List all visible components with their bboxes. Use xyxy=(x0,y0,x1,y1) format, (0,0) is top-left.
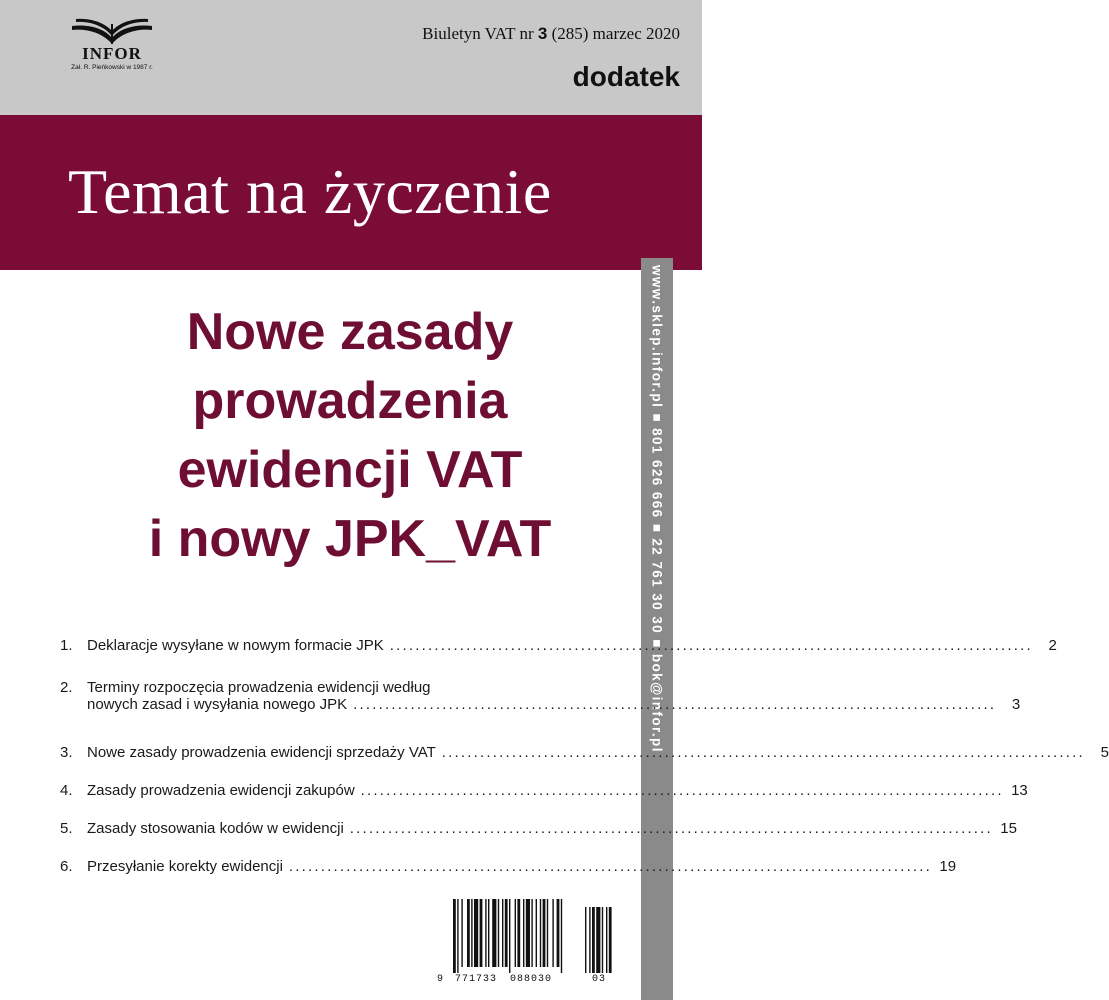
barcode-bar xyxy=(536,899,537,967)
barcode-bar xyxy=(523,899,524,967)
toc-number: 3. xyxy=(60,744,73,761)
barcode-bar xyxy=(543,899,546,967)
toc-page: 3 xyxy=(1011,696,1021,713)
issue-number: 3 xyxy=(537,24,548,43)
toc-item xyxy=(60,782,1028,820)
barcode-addon-bar xyxy=(592,907,595,973)
toc-title: Terminy rozpoczęcia prowadzenia ewidencji według xyxy=(87,679,431,696)
barcode-bar xyxy=(498,899,499,967)
barcode-bar xyxy=(505,899,508,967)
barcode-bar xyxy=(531,899,532,967)
issue-info xyxy=(422,24,680,44)
toc-number: 4. xyxy=(60,782,73,799)
toc-leader: ..................................................................................................... xyxy=(441,744,1085,761)
barcode-bar xyxy=(561,899,562,973)
logo-wordmark: INFOR xyxy=(82,44,142,63)
barcode-bar xyxy=(457,899,458,973)
toc-page: 2 xyxy=(1048,637,1057,654)
barcode-group-1: 771733 xyxy=(455,974,498,985)
supplement-label: dodatek xyxy=(572,61,680,92)
toc-leader: ..................................................................................................... xyxy=(389,637,1033,654)
barcode-addon: 03 xyxy=(592,974,607,985)
barcode-group-2: 088030 xyxy=(510,974,553,985)
toc-page: 5 xyxy=(1100,744,1109,761)
toc-leader: ..................................................................................................... xyxy=(353,696,997,713)
barcode-bar xyxy=(557,899,560,967)
toc-item xyxy=(60,679,1021,744)
toc-title-continued: nowych zasad i wysyłania nowego JPK xyxy=(87,696,348,713)
contact-text: www.sklep.infor.pl ■ 801 626 666 ■ 22 761 30 30 ■ bok@infor.pl xyxy=(649,265,665,753)
barcode-bar xyxy=(488,899,489,967)
toc-number: 6. xyxy=(60,858,73,875)
barcode-bar xyxy=(509,899,510,973)
toc-title: Zasady stosowania kodów w ewidencji xyxy=(87,820,344,837)
headline-line: Nowe zasady xyxy=(186,303,514,361)
toc-number: 1. xyxy=(60,637,73,654)
toc-item xyxy=(60,744,1109,782)
barcode-bar xyxy=(461,899,462,967)
barcode-bar xyxy=(485,899,486,967)
barcode-bar xyxy=(526,899,530,967)
barcode-addon-bar xyxy=(585,907,586,973)
headline-line: prowadzenia xyxy=(192,372,508,430)
toc-title: Zasady prowadzenia ewidencji zakupów xyxy=(87,782,355,799)
barcode-bar xyxy=(540,899,541,967)
toc-page: 15 xyxy=(1000,820,1017,837)
toc-title: Nowe zasady prowadzenia ewidencji sprzedaży VAT xyxy=(87,744,436,761)
barcode-addon-bar xyxy=(602,907,603,973)
headline-line: i nowy JPK_VAT xyxy=(148,510,552,568)
bulletin-prefix: Biuletyn VAT nr xyxy=(422,24,534,43)
barcode-bar xyxy=(517,899,520,967)
toc-title: Deklaracje wysyłane w nowym formacie JPK xyxy=(87,637,384,654)
book-emblem-icon xyxy=(70,18,154,46)
barcode-bar xyxy=(467,899,470,967)
barcode-bar xyxy=(547,899,548,967)
barcode-addon-bar xyxy=(596,907,600,973)
barcode-bar xyxy=(480,899,483,967)
toc-leader: ..................................................................................................... xyxy=(288,858,933,875)
publisher-logo xyxy=(52,18,172,78)
barcode-bar xyxy=(453,899,456,973)
barcode-bar xyxy=(492,899,496,967)
banner-title: Temat na życzenie xyxy=(68,156,552,227)
main-headline xyxy=(60,298,640,574)
barcode-bar xyxy=(502,899,503,967)
toc-leader: ..................................................................................................... xyxy=(360,782,1004,799)
logo-subtitle: Zał. R. Pieńkowski w 1987 r. xyxy=(71,64,153,71)
toc-title: Przesyłanie korekty ewidencji xyxy=(87,858,283,875)
issue-date: (285) marzec 2020 xyxy=(551,24,680,43)
barcode-addon-bar xyxy=(589,907,590,973)
barcode-lead-digit: 9 xyxy=(437,974,445,985)
toc-leader: ..................................................................................................... xyxy=(349,820,993,837)
barcode-addon-bar xyxy=(609,907,612,973)
table-of-contents xyxy=(60,637,1109,896)
toc-item xyxy=(60,637,1057,679)
toc-number: 2. xyxy=(60,679,73,696)
toc-item xyxy=(60,820,1017,858)
toc-item xyxy=(60,858,957,896)
barcode-bar xyxy=(474,899,478,967)
toc-number: 5. xyxy=(60,820,73,837)
toc-page: 13 xyxy=(1011,782,1028,799)
barcode xyxy=(445,897,619,977)
barcode-addon-bar xyxy=(606,907,607,973)
toc-page: 19 xyxy=(939,858,957,875)
barcode-bar xyxy=(471,899,472,967)
barcode-bar xyxy=(515,899,516,967)
headline-line: ewidencji VAT xyxy=(177,441,523,499)
barcode-bar xyxy=(552,899,553,967)
